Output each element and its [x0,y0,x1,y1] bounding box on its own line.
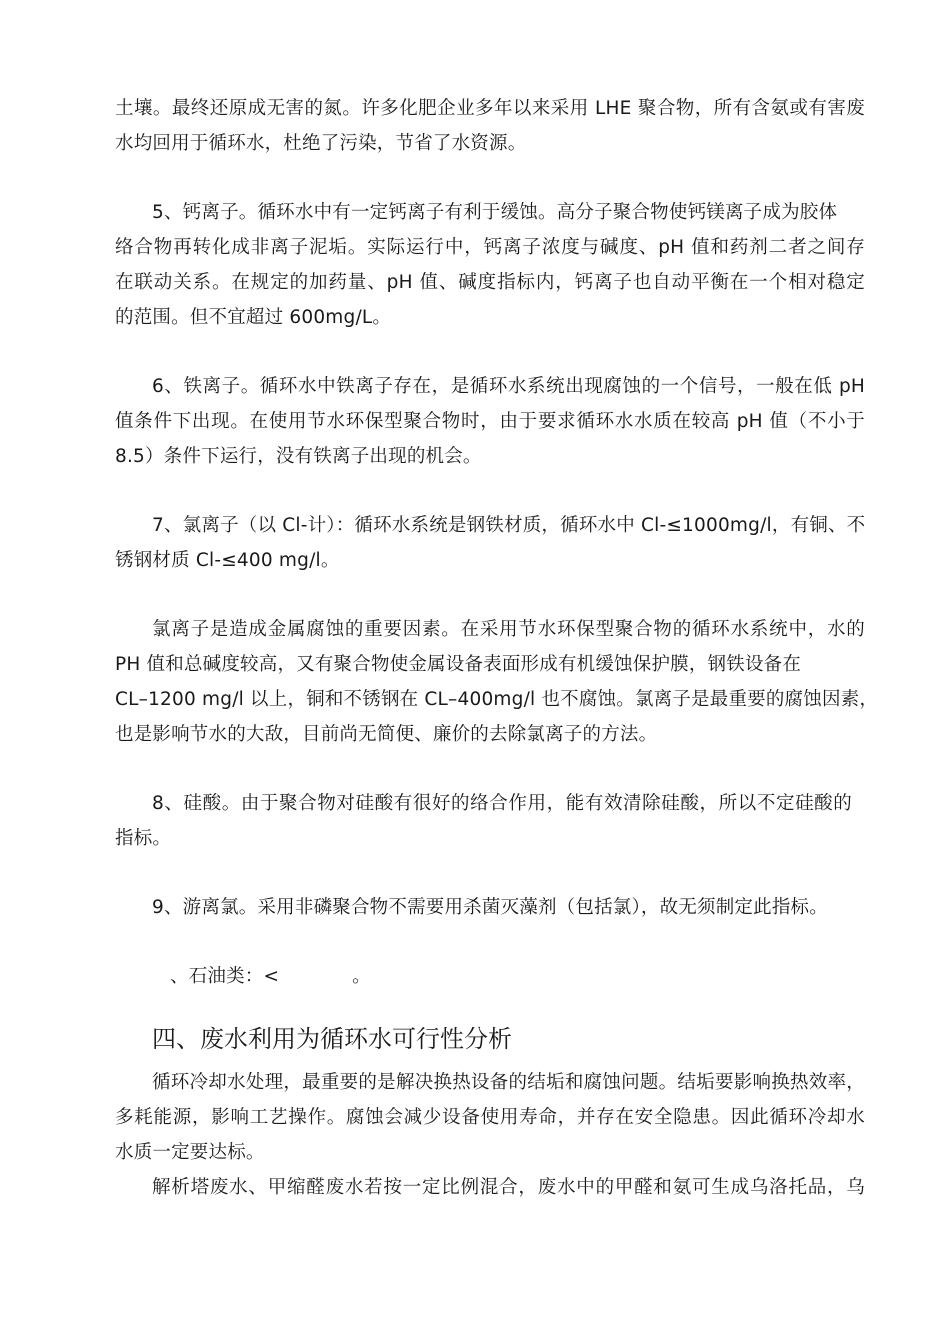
paragraph-line: CL–1200 mg/l 以上，铜和不锈钢在 CL–400mg/l 也不腐蚀。氯离子是最重要的腐蚀因素， [115,689,879,710]
paragraph-line: 、石油类：< 。 [170,966,371,987]
paragraph-line: 氯离子是造成金属腐蚀的重要因素。在采用节水环保型聚合物的循环水系统中，水的 [152,619,865,640]
paragraph-line: 的范围。但不宜超过 600mg/L。 [115,307,392,328]
paragraph-line: 8、硅酸。由于聚合物对硅酸有很好的络合作用，能有效清除硅酸，所以不定硅酸的 [152,793,852,814]
paragraph-line: 值条件下出现。在使用节水环保型聚合物时，由于要求循环水水质在较高 pH 值（不小于 [115,411,865,432]
paragraph-line: 9、游离氯。采用非磷聚合物不需要用杀菌灭藻剂（包括氯），故无须制定此指标。 [152,897,828,918]
paragraph-line: 水质一定要达标。 [115,1142,265,1163]
paragraph-line: 在联动关系。在规定的加药量、pH 值、碱度指标内，钙离子也自动平衡在一个相对稳定 [115,272,865,293]
paragraph-line: 5、钙离子。循环水中有一定钙离子有利于缓蚀。高分子聚合物使钙镁离子成为胶体 [152,202,838,223]
paragraph-line: 7、氯离子（以 Cl-计）：循环水系统是钢铁材质，循环水中 Cl-≤1000mg/l，有铜、不 [152,515,866,536]
paragraph-line: 8.5）条件下运行，没有铁离子出现的机会。 [115,446,482,467]
section-heading: 四、废水利用为循环水可行性分析 [152,1025,512,1053]
paragraph-line: 循环冷却水处理，最重要的是解决换热设备的结垢和腐蚀问题。结垢要影响换热效率， [152,1072,865,1093]
paragraph-line: 解析塔废水、甲缩醛废水若按一定比例混合，废水中的甲醛和氨可生成乌洛托品，乌 [152,1177,865,1198]
paragraph-line: 锈钢材质 Cl-≤400 mg/l。 [115,550,340,571]
paragraph-line: PH 值和总碱度较高，又有聚合物使金属设备表面形成有机缓蚀保护膜，钢铁设备在 [115,654,802,675]
paragraph-line: 多耗能源，影响工艺操作。腐蚀会减少设备使用寿命，并存在安全隐患。因此循环冷却水 [115,1107,865,1128]
paragraph-line: 指标。 [115,828,172,849]
paragraph-line: 也是影响节水的大敌，目前尚无简便、廉价的去除氯离子的方法。 [115,724,658,745]
paragraph-line: 水均回用于循环水，杜绝了污染，节省了水资源。 [115,133,527,154]
paragraph-line: 土壤。最终还原成无害的氮。许多化肥企业多年以来采用 LHE 聚合物，所有含氨或有害废 [115,98,865,119]
paragraph-line: 6、铁离子。循环水中铁离子存在，是循环水系统出现腐蚀的一个信号，一般在低 pH [152,376,865,397]
paragraph-line: 络合物再转化成非离子泥垢。实际运行中，钙离子浓度与碱度、pH 值和药剂二者之间存 [115,237,865,258]
